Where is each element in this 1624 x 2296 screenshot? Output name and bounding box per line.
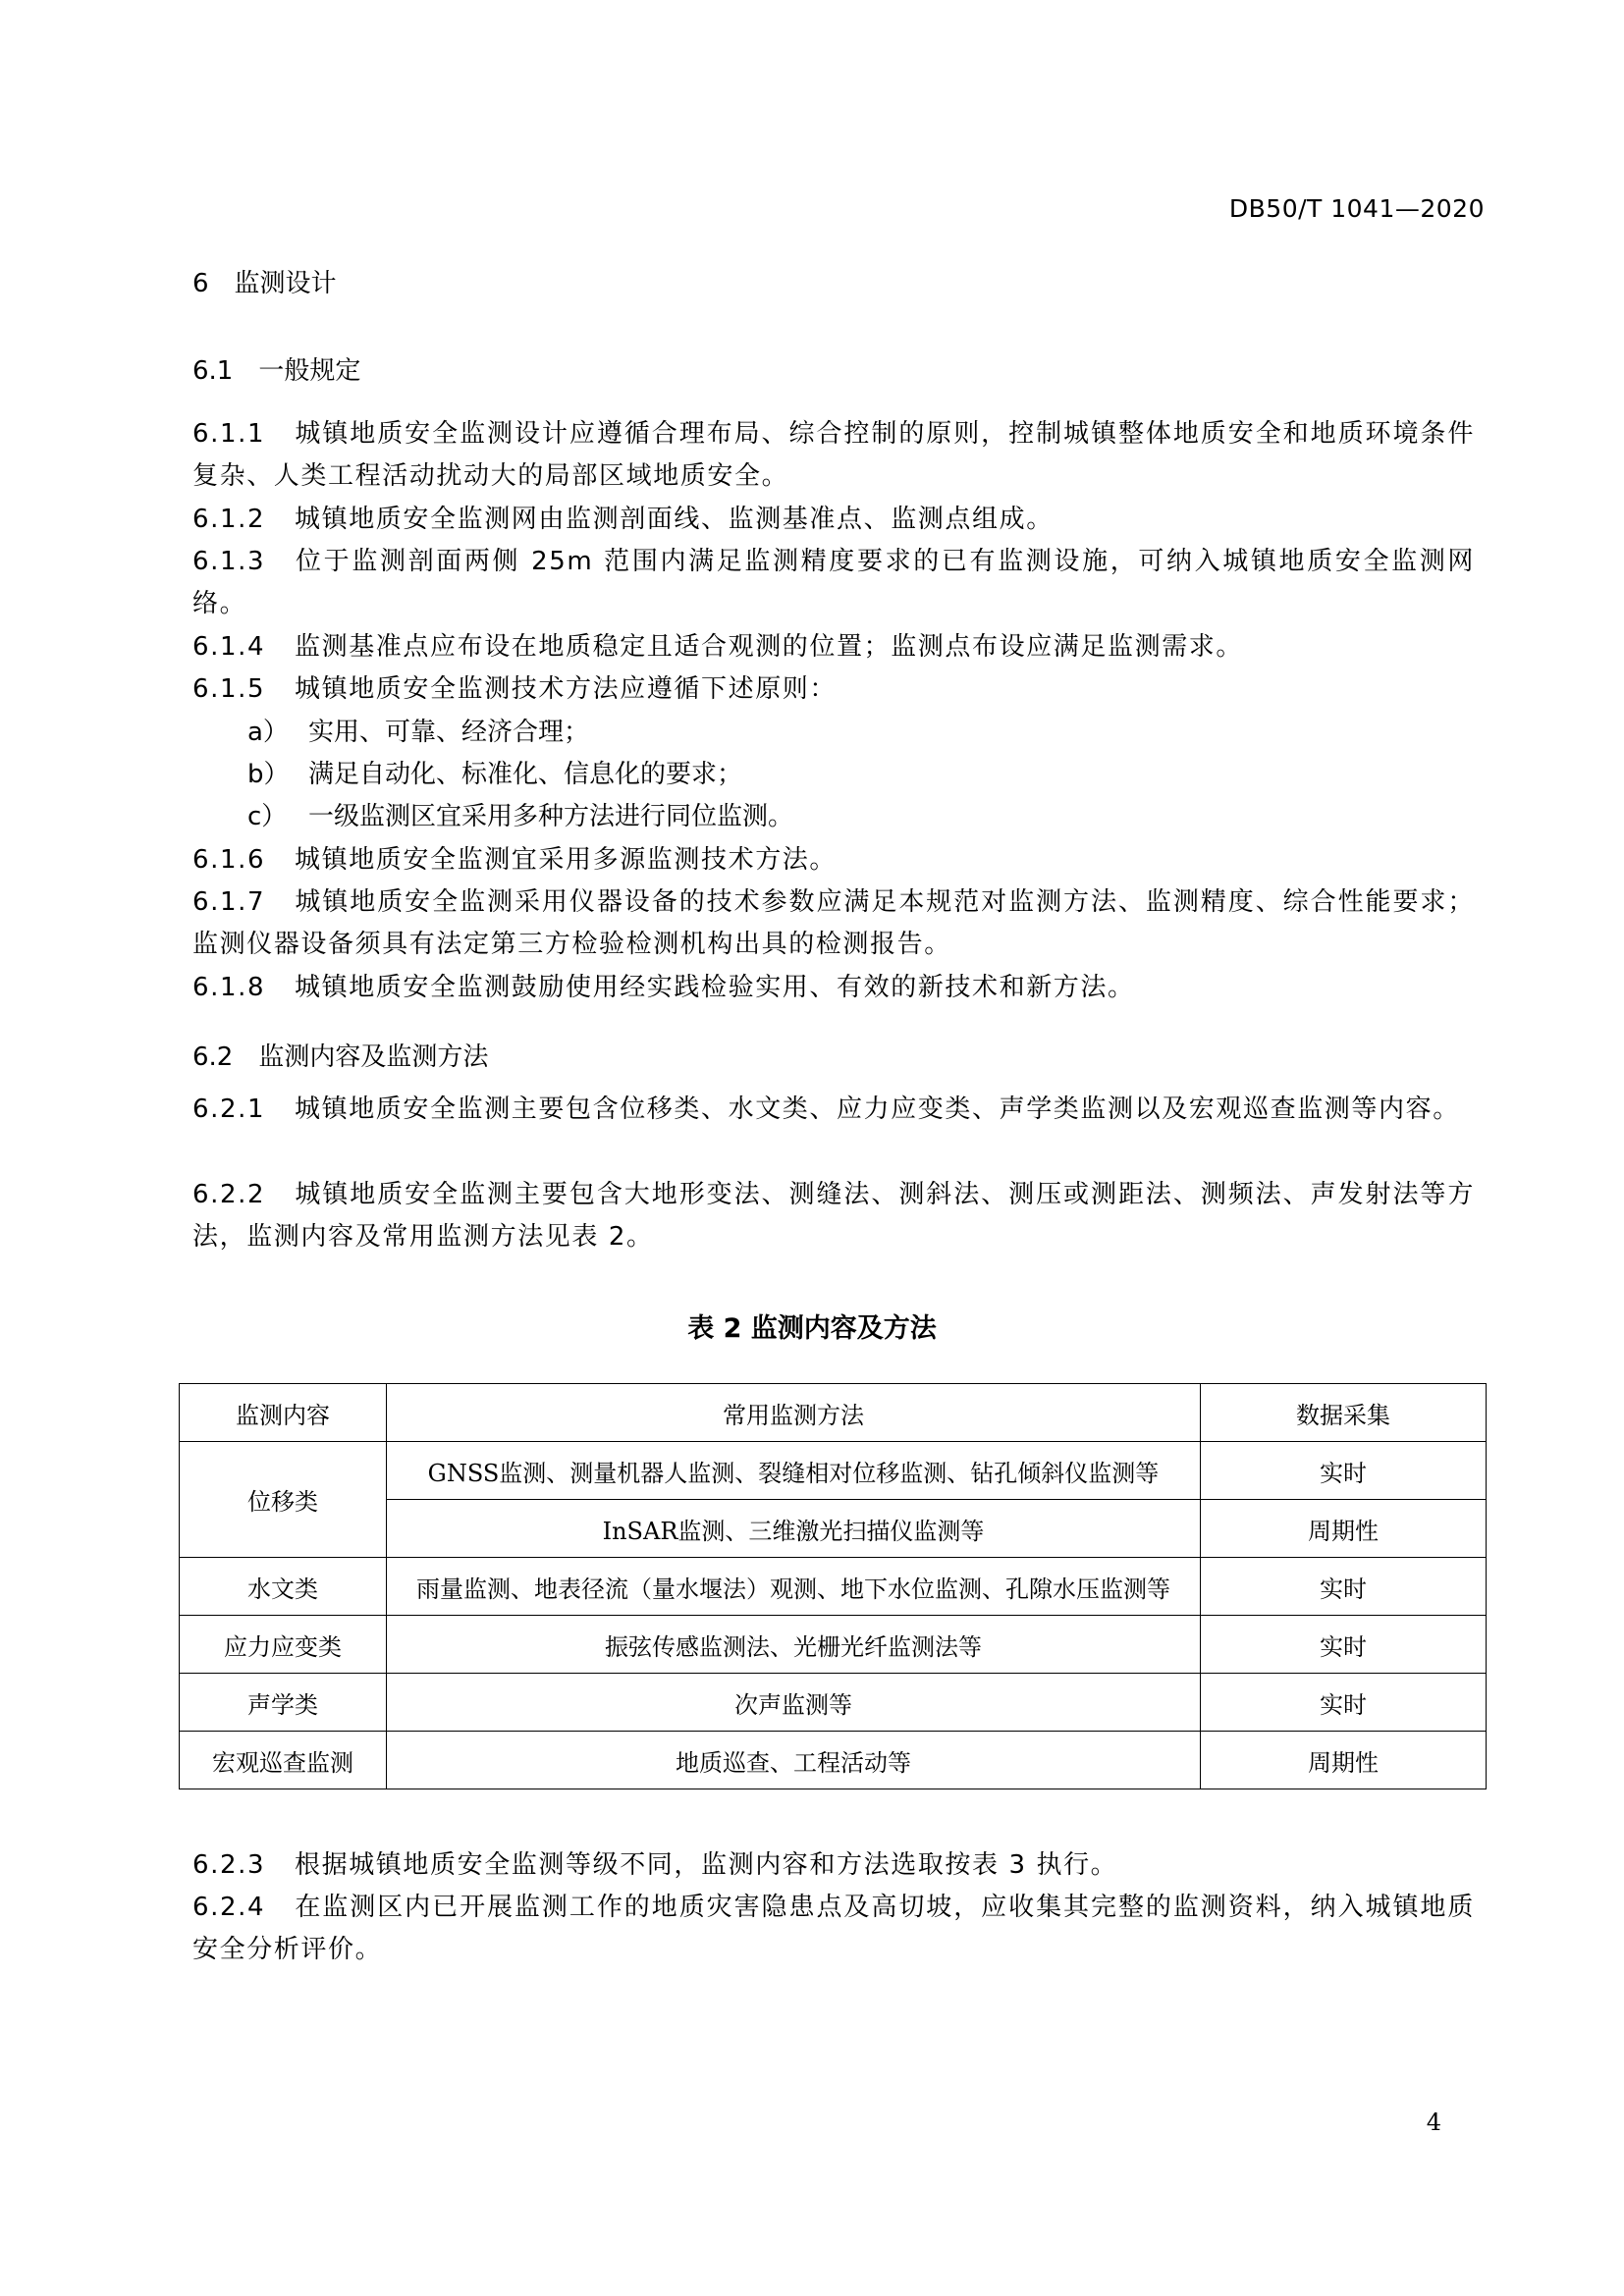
clause-text: 城镇地质安全监测设计应遵循合理布局、综合控制的原则，控制城镇整体地质安全和地质环境条件复杂、人类工程活动扰动大的局部区域地质安全。 [192,419,1475,491]
clause-6-1-3 [192,541,1475,625]
clause-number: 6.2.3 [192,1850,266,1880]
page-number: 4 [1426,2109,1441,2136]
clause-text: 城镇地质安全监测技术方法应遵循下述原则： [295,674,838,704]
section-number: 6 [192,269,209,298]
section-title: 监测内容及监测方法 [258,1042,489,1072]
section-number: 6.2 [192,1042,234,1072]
clause-text: 城镇地质安全监测网由监测剖面线、监测基准点、监测点组成。 [295,505,1054,534]
section-number: 6.1 [192,356,234,386]
clause-number: 6.1.6 [192,845,266,875]
clause-text: 城镇地质安全监测主要包含大地形变法、测缝法、测斜法、测压或测距法、测频法、声发射法等方法，监测内容及常用监测方法见表 2。 [192,1180,1475,1252]
header-cell: 数据采集 [1201,1384,1487,1442]
method-cell: InSAR监测、三维激光扫描仪监测等 [387,1500,1201,1558]
table-row [180,1616,1487,1674]
clause-6-2-3 [192,1844,1475,1887]
clause-text: 城镇地质安全监测宜采用多源监测技术方法。 [295,845,838,875]
method-cell: GNSS监测、测量机器人监测、裂缝相对位移监测、钻孔倾斜仪监测等 [387,1442,1201,1500]
clause-number: 6.1.1 [192,419,266,449]
collect-cell: 实时 [1201,1616,1487,1674]
content-cell: 水文类 [180,1558,387,1616]
clause-6-2-1 [192,1089,1475,1131]
collect-cell: 实时 [1201,1674,1487,1732]
clause-number: 6.2.4 [192,1893,266,1922]
standard-number: DB50/T 1041—2020 [1228,194,1485,223]
list-item-b [247,754,742,796]
method-cell: 地质巡查、工程活动等 [387,1732,1201,1789]
clause-6-1-5 [192,668,1475,711]
clause-text: 根据城镇地质安全监测等级不同，监测内容和方法选取按表 3 执行。 [295,1850,1118,1880]
list-item-c [247,796,793,838]
method-cell: 雨量监测、地表径流（量水堰法）观测、地下水位监测、孔隙水压监测等 [387,1558,1201,1616]
clause-6-1-4 [192,626,1475,668]
clause-text: 城镇地质安全监测采用仪器设备的技术参数应满足本规范对监测方法、监测精度、综合性能要求；监测仪器设备须具有法定第三方检验检测机构出具的检测报告。 [192,887,1475,959]
clause-text: 城镇地质安全监测主要包含位移类、水文类、应力应变类、声学类监测以及宏观巡查监测等内容。 [295,1095,1460,1124]
clause-number: 6.1.3 [192,547,266,576]
clause-number: 6.1.2 [192,505,266,534]
clause-6-1-1 [192,413,1475,498]
content-cell: 位移类 [180,1442,387,1558]
clause-6-1-6 [192,839,1475,881]
monitoring-methods-table [179,1383,1487,1789]
collect-cell: 周期性 [1201,1732,1487,1789]
section-title: 一般规定 [258,356,361,386]
clause-text: 位于监测剖面两侧 25m 范围内满足监测精度要求的已有监测设施，可纳入城镇地质安全监测网络。 [192,547,1475,618]
clause-number: 6.1.4 [192,632,266,662]
list-text: 满足自动化、标准化、信息化的要求； [308,760,743,789]
section-6-heading [192,263,337,299]
table-row [180,1442,1487,1500]
clause-number: 6.1.7 [192,887,266,917]
content-cell: 声学类 [180,1674,387,1732]
list-item-a [247,712,589,754]
section-6-2-heading [192,1037,488,1073]
clause-6-1-7 [192,881,1475,966]
list-text: 一级监测区宜采用多种方法进行同位监测。 [308,802,794,831]
list-marker: a） [247,718,289,747]
table-header-row [180,1384,1487,1442]
clause-number: 6.2.2 [192,1180,266,1209]
clause-number: 6.1.8 [192,973,266,1002]
clause-6-1-2 [192,499,1475,541]
collect-cell: 周期性 [1201,1500,1487,1558]
clause-text: 城镇地质安全监测鼓励使用经实践检验实用、有效的新技术和新方法。 [295,973,1135,1002]
method-cell: 振弦传感监测法、光栅光纤监测法等 [387,1616,1201,1674]
clause-6-2-2 [192,1174,1475,1258]
header-cell: 监测内容 [180,1384,387,1442]
list-marker: c） [247,802,288,831]
collect-cell: 实时 [1201,1558,1487,1616]
table-row [180,1732,1487,1789]
clause-number: 6.2.1 [192,1095,266,1124]
content-cell: 宏观巡查监测 [180,1732,387,1789]
table-row [180,1674,1487,1732]
collect-cell: 实时 [1201,1442,1487,1500]
table-caption: 表 2 监测内容及方法 [687,1313,937,1344]
section-title: 监测设计 [234,269,337,298]
section-6-1-heading [192,350,360,387]
table-row [180,1558,1487,1616]
content-cell: 应力应变类 [180,1616,387,1674]
clause-6-2-4 [192,1887,1475,1971]
header-cell: 常用监测方法 [387,1384,1201,1442]
list-text: 实用、可靠、经济合理； [308,718,590,747]
clause-text: 在监测区内已开展监测工作的地质灾害隐患点及高切坡，应收集其完整的监测资料，纳入城镇地质安全分析评价。 [192,1893,1475,1964]
clause-number: 6.1.5 [192,674,266,704]
clause-text: 监测基准点应布设在地质稳定且适合观测的位置；监测点布设应满足监测需求。 [295,632,1244,662]
list-marker: b） [247,760,290,789]
clause-6-1-8 [192,967,1475,1009]
method-cell: 次声监测等 [387,1674,1201,1732]
